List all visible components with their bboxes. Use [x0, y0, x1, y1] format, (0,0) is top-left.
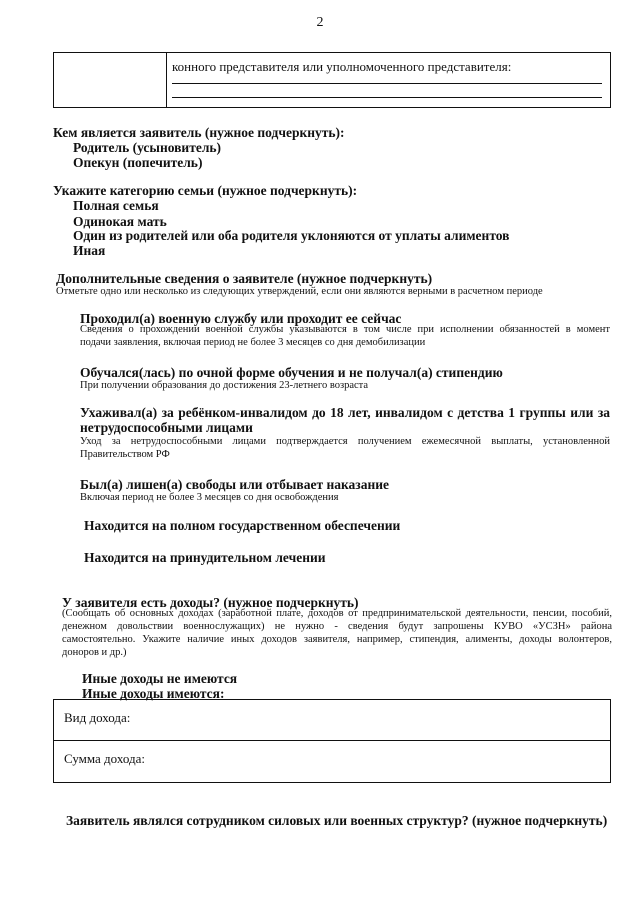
- item-compulsory-treatment[interactable]: Находится на принудительном лечении: [84, 550, 326, 565]
- item-prison-title[interactable]: Был(а) лишен(а) свободы или отбывает наказание: [80, 477, 390, 492]
- item-care-desc: Уход за нетрудоспособными лицами подтверждается получением ежемесячной выплаты, установленной: [80, 436, 610, 447]
- income-type-field[interactable]: Вид дохода:: [64, 710, 131, 725]
- option-has-income[interactable]: Иные доходы имеются:: [82, 686, 225, 701]
- additional-heading: Дополнительные сведения о заявителе (нужное подчеркнуть): [56, 271, 433, 286]
- family-heading: Укажите категорию семьи (нужное подчеркнуть):: [53, 183, 358, 198]
- item-military-title[interactable]: Проходил(а) военную службу или проходит ее сейчас: [80, 311, 402, 326]
- page-number: 2: [316, 15, 324, 30]
- fill-line[interactable]: [172, 83, 602, 84]
- item-prison-desc: Включая период не более 3 месяцев со дня освобождения: [80, 492, 339, 503]
- fill-line[interactable]: [172, 97, 602, 98]
- income-note-3: самостоятельно. Укажите наличие иных доходов заявителя, например, стипендия, алименты, доходы волонтеров,: [62, 634, 612, 645]
- item-care-desc-2: Правительством РФ: [80, 449, 170, 460]
- item-military-desc-2: подачи заявления, включая период не более 3 месяцев со дня демобилизации: [80, 337, 426, 348]
- option-alimony-evasion[interactable]: Один из родителей или оба родителя уклоняются от уплаты алиментов: [73, 228, 510, 243]
- representative-table: [53, 52, 611, 108]
- security-heading: Заявитель являлся сотрудником силовых или военных структур? (нужное подчеркнуть): [66, 813, 608, 828]
- additional-note: Отметьте одно или несколько из следующих утверждений, если они являются верными в расчетном периоде: [56, 286, 543, 297]
- income-note-4: доноров и др.): [62, 647, 127, 658]
- income-amount-field[interactable]: Сумма дохода:: [64, 751, 145, 766]
- item-study-desc: При получении образования до достижения 23-летнего возраста: [80, 380, 369, 391]
- applicant-heading: Кем является заявитель (нужное подчеркнуть):: [53, 125, 345, 140]
- table-left-cell: [54, 53, 167, 107]
- income-box: [53, 699, 611, 783]
- option-full-family[interactable]: Полная семья: [73, 198, 159, 213]
- option-other-family[interactable]: Иная: [73, 243, 106, 258]
- option-guardian[interactable]: Опекун (попечитель): [73, 155, 203, 170]
- income-divider: [54, 740, 610, 741]
- representative-text: конного представителя или уполномоченного представителя:: [172, 59, 512, 74]
- item-state-support[interactable]: Находится на полном государственном обеспечении: [84, 518, 401, 533]
- item-study-title[interactable]: Обучался(лась) по очной форме обучения и не получал(а) стипендию: [80, 365, 503, 380]
- option-parent[interactable]: Родитель (усыновитель): [73, 140, 222, 155]
- item-care-title-2[interactable]: нетрудоспособными лицами: [80, 420, 253, 435]
- item-care-title[interactable]: Ухаживал(а) за ребёнком-инвалидом до 18 лет, инвалидом с детства 1 группы или за: [80, 405, 610, 420]
- income-note-1: (Сообщать об основных доходах (заработной плате, доходов от предпринимательской деятельности, пенсии, пособий,: [62, 608, 612, 619]
- option-single-mother[interactable]: Одинокая мать: [73, 214, 167, 229]
- income-heading: У заявителя есть доходы? (нужное подчеркнуть): [62, 595, 359, 610]
- income-note-2: денежном довольствии военнослужащих) не нужно - сведения будут запрошены КУВО «УСЗН» района: [62, 621, 612, 632]
- option-no-income[interactable]: Иные доходы не имеются: [82, 671, 238, 686]
- item-military-desc: Сведения о прохождении военной службы указываются в том числе при исполнении обязанностей в момент: [80, 324, 610, 335]
